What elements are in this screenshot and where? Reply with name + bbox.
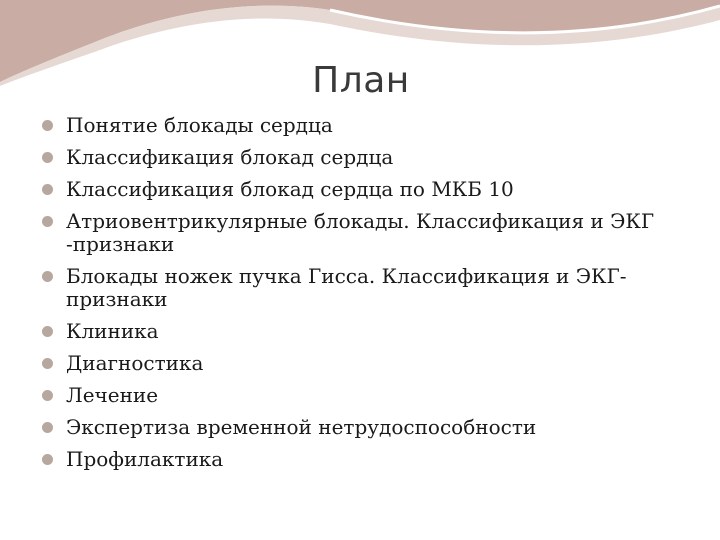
list-item-text: Диагностика [66,351,204,375]
list-item [42,352,692,375]
list-item-text: Блокады ножек пучка Гисса. Классификация и ЭКГ-признаки [66,264,627,311]
bullet-icon [42,184,53,195]
list-item-text: Атриовентрикулярные блокады. Классификация и ЭКГ -признаки [66,209,655,256]
list-item [42,320,692,343]
slide-title [0,60,720,101]
bullet-icon [42,422,53,433]
list-item [42,114,692,137]
bullet-icon [42,454,53,465]
list-item [42,416,692,439]
bullet-icon [42,120,53,131]
bullet-icon [42,390,53,401]
bullet-icon [42,271,53,282]
list-item-text: Лечение [66,383,159,407]
slide-title-text: План [312,60,410,101]
bullet-icon [42,216,53,227]
bullet-icon [42,152,53,163]
list-item [42,448,692,471]
list-item-text: Классификация блокад сердца [66,145,394,169]
list-item-text: Понятие блокады сердца [66,113,333,137]
list-item [42,384,692,407]
bullet-icon [42,326,53,337]
list-item [42,265,692,311]
list-item [42,210,692,256]
list-item-text: Профилактика [66,447,224,471]
list-item-text: Экспертиза временной нетрудоспособности [66,415,537,439]
list-item [42,178,692,201]
plan-list [42,114,692,480]
list-item-text: Классификация блокад сердца по МКБ 10 [66,177,514,201]
bullet-icon [42,358,53,369]
list-item [42,146,692,169]
list-item-text: Клиника [66,319,159,343]
